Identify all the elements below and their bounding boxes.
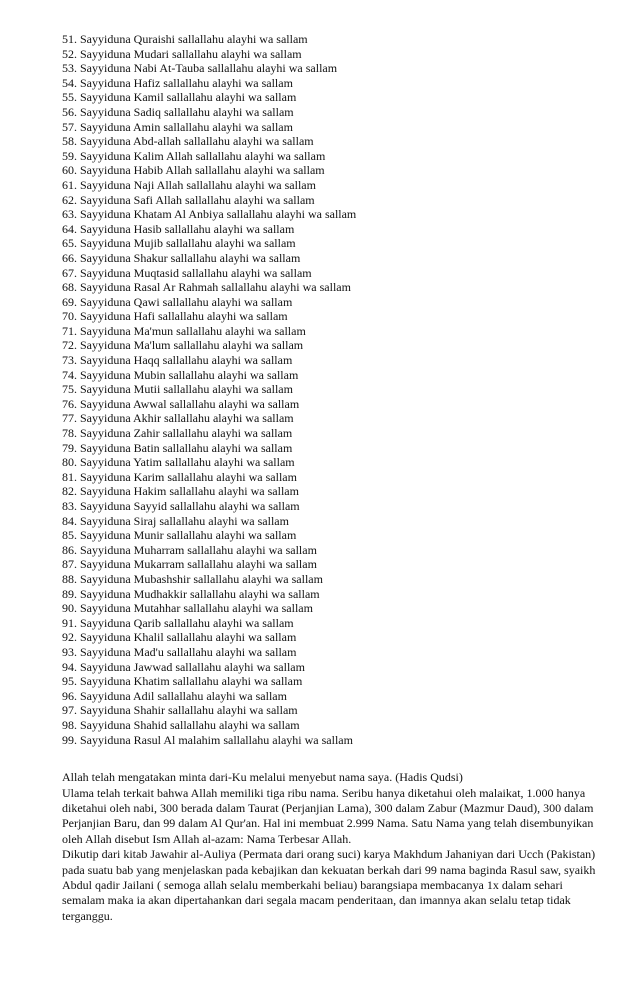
name-item: 55. Sayyiduna Kamil sallallahu alayhi wa sallam bbox=[62, 90, 297, 105]
name-item: 93. Sayyiduna Mad'u sallallahu alayhi wa sallam bbox=[62, 644, 297, 659]
name-item: 88. Sayyiduna Mubashshir sallallahu alayhi wa sallam bbox=[62, 571, 323, 586]
name-item: 75. Sayyiduna Mutii sallallahu alayhi wa sallam bbox=[62, 382, 293, 397]
name-item: 78. Sayyiduna Zahir sallallahu alayhi wa sallam bbox=[62, 426, 293, 441]
name-item: 71. Sayyiduna Ma'mun sallallahu alayhi wa sallam bbox=[62, 323, 306, 338]
name-item: 99. Sayyiduna Rasul Al malahim sallallahu alayhi wa sallam bbox=[62, 732, 353, 747]
name-item: 85. Sayyiduna Munir sallallahu alayhi wa sallam bbox=[62, 528, 297, 543]
name-item: 59. Sayyiduna Kalim Allah sallallahu alayhi wa sallam bbox=[62, 148, 326, 163]
name-item: 80. Sayyiduna Yatim sallallahu alayhi wa sallam bbox=[62, 455, 295, 470]
name-item: 57. Sayyiduna Amin sallallahu alayhi wa sallam bbox=[62, 119, 293, 134]
name-item: 96. Sayyiduna Adil sallallahu alayhi wa sallam bbox=[62, 688, 287, 703]
name-item: 84. Sayyiduna Siraj sallallahu alayhi wa sallam bbox=[62, 513, 289, 528]
name-item: 81. Sayyiduna Karim sallallahu alayhi wa sallam bbox=[62, 469, 297, 484]
paragraph-names-of-allah: Ulama telah terkait bahwa Allah memiliki tiga ribu nama. Seribu hanya diketahui oleh malaikat, 1.000 hanya diketahui oleh nabi, 300 berada dalam Taurat (Perjanjian Lama), 300 dalam Zabur (Mazmur Daud), 300 dalam Perjanjian Baru, dan 99 dalam Al Qur'an. Hal ini membuat 2.999 Nama. Satu Nama yang telah disembunyikan oleh Allah disebut Ism Allah al-azam: Nama Terbesar Allah. bbox=[62, 785, 594, 846]
name-item: 66. Sayyiduna Shakur sallallahu alayhi wa sallam bbox=[62, 250, 301, 265]
name-item: 56. Sayyiduna Sadiq sallallahu alayhi wa sallam bbox=[62, 104, 294, 119]
hadith-quote: Allah telah mengatakan minta dari-Ku melalui menyebut nama saya. (Hadis Qudsi) bbox=[62, 770, 463, 785]
paragraph-jawahir-al-auliya: Dikutip dari kitab Jawahir al-Auliya (Permata dari orang suci) karya Makhdum Jahaniyan dari Ucch (Pakistan) pada suatu bab yang menjelaskan pada kebajikan dan kekuatan berkah dari 99 nama baginda Rasul saw, syaikh Abdul qadir Jailani ( semoga allah selalu memberkahi beliau) barangsiapa membacanya 1x dalam sehari semalam maka ia akan dipertahankan dari segala macam penderitaan, dan imannya akan selalu tetap tidak terganggu. bbox=[62, 847, 596, 923]
name-item: 73. Sayyiduna Haqq sallallahu alayhi wa sallam bbox=[62, 353, 293, 368]
name-item: 67. Sayyiduna Muqtasid sallallahu alayhi wa sallam bbox=[62, 265, 312, 280]
name-item: 77. Sayyiduna Akhir sallallahu alayhi wa sallam bbox=[62, 411, 294, 426]
document-page bbox=[62, 32, 602, 924]
name-item: 69. Sayyiduna Qawi sallallahu alayhi wa sallam bbox=[62, 294, 293, 309]
name-item: 60. Sayyiduna Habib Allah sallallahu alayhi wa sallam bbox=[62, 163, 325, 178]
name-item: 98. Sayyiduna Shahid sallallahu alayhi wa sallam bbox=[62, 717, 300, 732]
name-item: 65. Sayyiduna Mujib sallallahu alayhi wa sallam bbox=[62, 236, 296, 251]
name-item: 53. Sayyiduna Nabi At-Tauba sallallahu alayhi wa sallam bbox=[62, 61, 338, 76]
name-item: 95. Sayyiduna Khatim sallallahu alayhi wa sallam bbox=[62, 674, 303, 689]
name-item: 72. Sayyiduna Ma'lum sallallahu alayhi wa sallam bbox=[62, 338, 304, 353]
name-item: 51. Sayyiduna Quraishi sallallahu alayhi wa sallam bbox=[62, 32, 308, 46]
name-item: 70. Sayyiduna Hafi sallallahu alayhi wa sallam bbox=[62, 309, 288, 324]
name-item: 68. Sayyiduna Rasal Ar Rahmah sallallahu alayhi wa sallam bbox=[62, 280, 351, 295]
name-item: 83. Sayyiduna Sayyid sallallahu alayhi wa sallam bbox=[62, 499, 300, 513]
name-item: 62. Sayyiduna Safi Allah sallallahu alayhi wa sallam bbox=[62, 192, 315, 207]
name-item: 58. Sayyiduna Abd-allah sallallahu alayhi wa sallam bbox=[62, 134, 314, 149]
name-item: 54. Sayyiduna Hafiz sallallahu alayhi wa sallam bbox=[62, 75, 293, 90]
name-item: 76. Sayyiduna Awwal sallallahu alayhi wa sallam bbox=[62, 396, 300, 411]
names-list bbox=[62, 32, 602, 747]
name-item: 86. Sayyiduna Muharram sallallahu alayhi wa sallam bbox=[62, 542, 317, 557]
name-item: 94. Sayyiduna Jawwad sallallahu alayhi wa sallam bbox=[62, 659, 305, 674]
name-item: 52. Sayyiduna Mudari sallallahu alayhi wa sallam bbox=[62, 46, 302, 61]
name-item: 92. Sayyiduna Khalil sallallahu alayhi wa sallam bbox=[62, 630, 297, 645]
name-item: 74. Sayyiduna Mubin sallallahu alayhi wa sallam bbox=[62, 367, 299, 382]
name-item: 64. Sayyiduna Hasib sallallahu alayhi wa sallam bbox=[62, 221, 295, 236]
name-item: 89. Sayyiduna Mudhakkir sallallahu alayhi wa sallam bbox=[62, 586, 320, 601]
name-item: 79. Sayyiduna Batin sallallahu alayhi wa sallam bbox=[62, 440, 293, 455]
name-item: 90. Sayyiduna Mutahhar sallallahu alayhi wa sallam bbox=[62, 601, 313, 616]
name-item: 91. Sayyiduna Qarib sallallahu alayhi wa sallam bbox=[62, 615, 294, 630]
name-item: 63. Sayyiduna Khatam Al Anbiya sallallahu alayhi wa sallam bbox=[62, 207, 357, 222]
name-item: 82. Sayyiduna Hakim sallallahu alayhi wa sallam bbox=[62, 484, 299, 499]
name-item: 61. Sayyiduna Naji Allah sallallahu alayhi wa sallam bbox=[62, 177, 316, 192]
body-text bbox=[62, 770, 602, 924]
name-item: 97. Sayyiduna Shahir sallallahu alayhi wa sallam bbox=[62, 703, 298, 718]
name-item: 87. Sayyiduna Mukarram sallallahu alayhi wa sallam bbox=[62, 557, 317, 572]
